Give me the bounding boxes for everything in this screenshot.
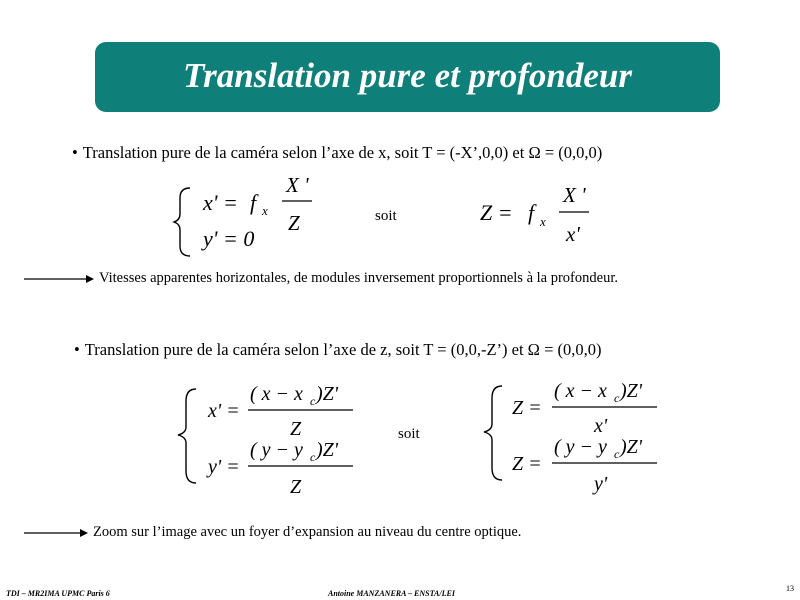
eq-line1-num-sub: c <box>614 391 620 405</box>
soit-label-2: soit <box>398 426 420 442</box>
eq-f: f <box>528 200 535 225</box>
brace-icon <box>484 386 502 480</box>
eq-line2: y' = 0 <box>203 226 255 251</box>
eq-line2-num-b: )Z' <box>316 439 339 461</box>
eq-line1-num-b: )Z' <box>316 383 339 405</box>
eq-line1-num-sub: c <box>310 394 316 408</box>
soit-label-1: soit <box>375 208 397 224</box>
eq-lhs: Z = <box>480 200 513 225</box>
eq-line2-num-a: ( y − y <box>554 436 607 458</box>
eq-line2-num-b: )Z' <box>620 436 643 458</box>
note-horizontal-velocities: Vitesses apparentes horizontales, de modules inversement proportionnels à la profondeur. <box>99 270 618 286</box>
page-number: 13 <box>786 584 794 593</box>
eq-line1-num: X ' <box>286 173 309 197</box>
eq-line1-lhs: Z = <box>512 397 542 419</box>
eq-line1-f: f <box>250 190 257 215</box>
eq-line1-num-a: ( x − x <box>554 380 607 402</box>
eq-line2-num-a: ( y − y <box>250 439 303 461</box>
eq-line2-den: y' <box>594 473 608 495</box>
eq-sub: x <box>540 214 546 229</box>
bullet-translation-x <box>72 143 602 163</box>
eq-line1-lhs: x' = <box>203 190 238 215</box>
eq-line1-num-a: ( x − x <box>250 383 303 405</box>
eq-line2-num-sub: c <box>310 450 316 464</box>
eq-line2-lhs: y' = <box>208 456 240 478</box>
eq-line1-den: Z <box>288 211 300 235</box>
brace-icon <box>174 188 190 256</box>
eq-line1-num-b: )Z' <box>620 380 643 402</box>
eq-line1-lhs: x' = <box>208 400 240 422</box>
note-zoom: Zoom sur l’image avec un foyer d’expansion au niveau du centre optique. <box>93 524 522 540</box>
arrow-icon <box>22 272 94 286</box>
equation-system-x <box>170 170 330 260</box>
equation-system-z <box>170 375 370 500</box>
brace-icon <box>178 389 196 483</box>
eq-line1-den: x' <box>594 415 608 437</box>
eq-den: x' <box>566 222 580 246</box>
eq-line1-sub: x <box>262 203 268 218</box>
eq-num: X ' <box>563 183 586 207</box>
bullet-translation-z <box>74 340 602 360</box>
eq-line2-lhs: Z = <box>512 453 542 475</box>
bullet-dot-icon: • <box>72 143 78 162</box>
eq-line2-num-sub: c <box>614 447 620 461</box>
bullet-dot-icon: • <box>74 340 80 359</box>
equation-depth-z <box>478 372 678 497</box>
bullet-text: Translation pure de la caméra selon l’axe de x, soit T = (-X’,0,0) et Ω = (0,0,0) <box>82 143 603 162</box>
footer-course: TDI – MR2IMA UPMC Paris 6 <box>6 589 110 598</box>
eq-line2-den: Z <box>290 476 302 498</box>
equation-depth-x <box>475 178 605 250</box>
footer-author: Antoine MANZANERA – ENSTA/LEI <box>328 589 455 598</box>
eq-line1-den: Z <box>290 418 302 440</box>
bullet-text: Translation pure de la caméra selon l’axe de z, soit T = (0,0,-Z’) et Ω = (0,0,0) <box>84 340 602 359</box>
arrow-icon <box>22 526 88 540</box>
slide-title: Translation pure et profondeur <box>183 56 632 95</box>
title-banner <box>95 42 720 112</box>
